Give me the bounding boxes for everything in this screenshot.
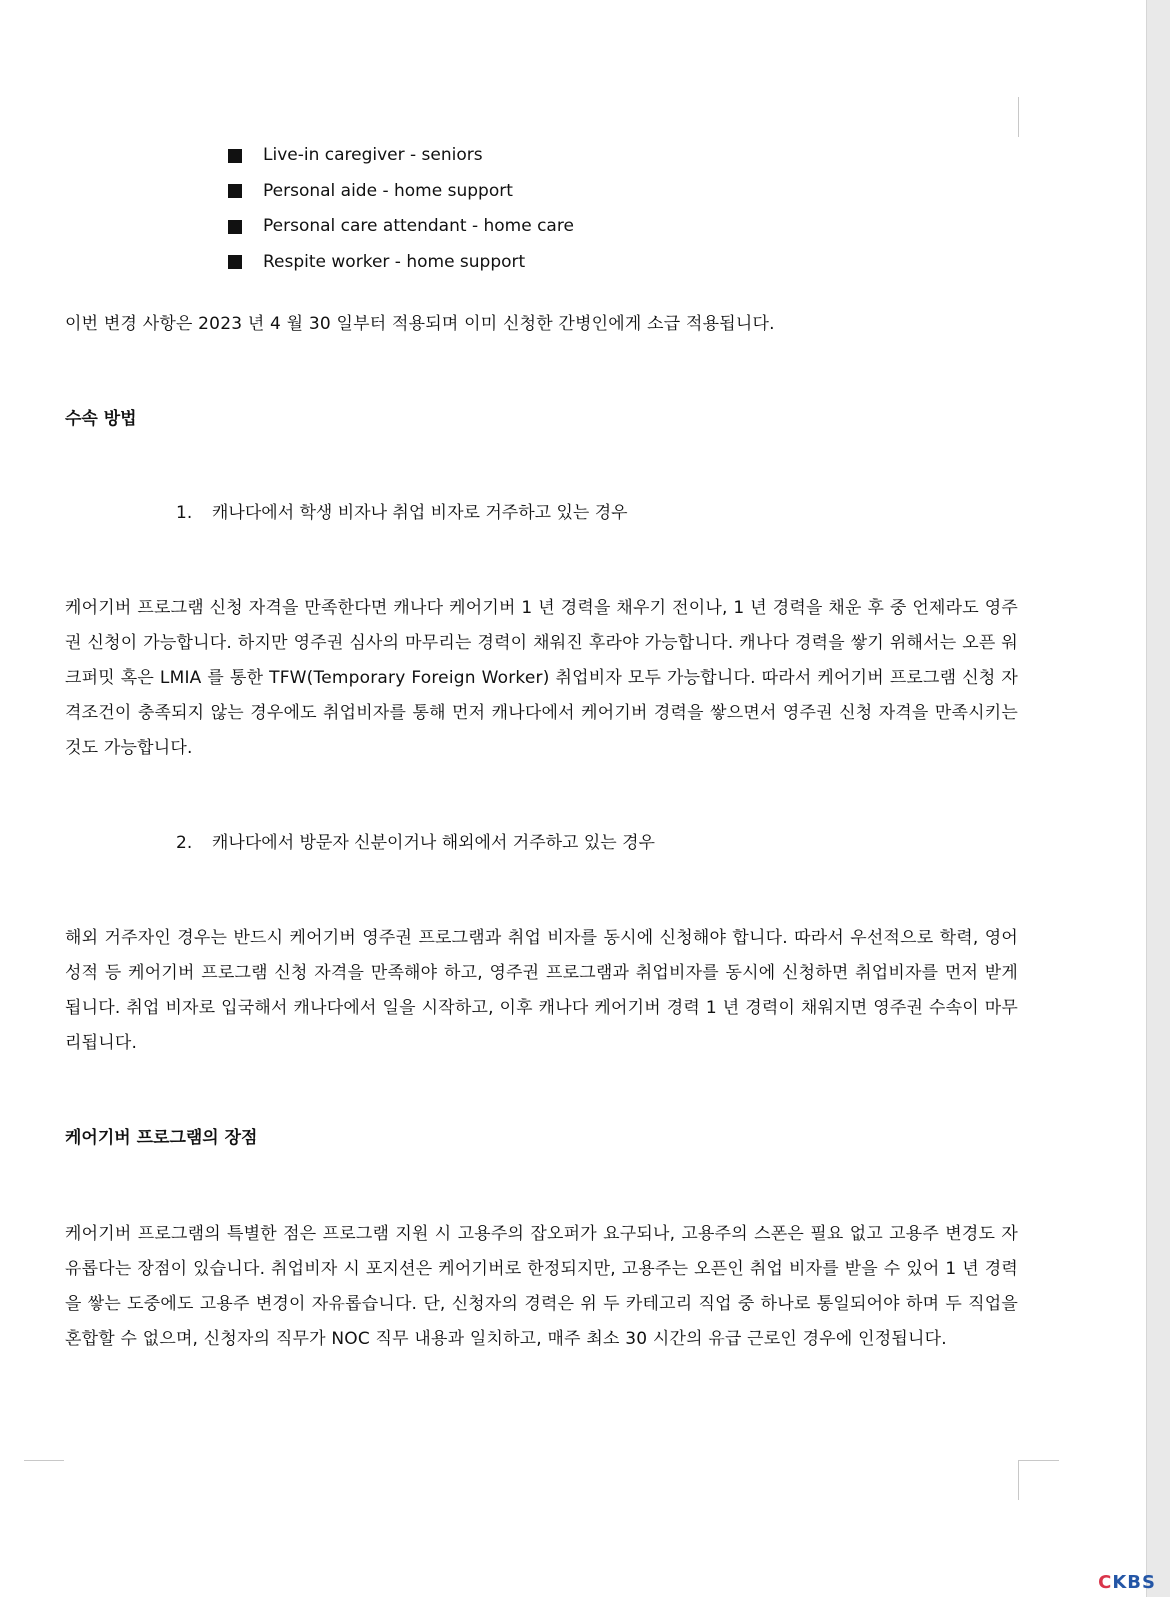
watermark-c: C	[1098, 1572, 1113, 1593]
case-1-title	[176, 496, 628, 531]
case-2-body-paragraph: 해외 거주자인 경우는 반드시 케어기버 영주권 프로그램과 취업 비자를 동시에 신청해야 합니다. 따라서 우선적으로 학력, 영어 성적 등 케어기버 프로그램 신청 자격을 만족해야 하고, 영주권 프로그램과 취업비자를 동시에 신청하면 취업비자를 먼저 받게 됩니다. 취업 비자로 입국해서 캐나다에서 일을 시작하고, 이후 캐나다 케어기버 경력 1 년 경력이 채워지면 영주권 수속이 마무리됩니다.	[65, 928, 1018, 1053]
bullet-text: Personal aide - home support	[263, 180, 513, 201]
case-2-title	[176, 826, 655, 861]
benefits-heading: 케어기버 프로그램의 장점	[65, 1128, 258, 1148]
case-1-body-paragraph: 케어기버 프로그램 신청 자격을 만족한다면 캐나다 케어기버 1 년 경력을 채우기 전이나, 1 년 경력을 채운 후 중 언제라도 영주권 신청이 가능합니다. 하지만 영주권 심사의 마무리는 경력이 채워진 후라야 가능합니다. 캐나다 경력을 쌓기 위해서는 오픈 워크퍼밋 혹은 LMIA 를 통한 TFW(Temporary Foreign Worker) 취업비자 모두 가능합니다. 따라서 케어기버 프로그램 신청 자격조건이 충족되지 않는 경우에도 취업비자를 통해 먼저 캐나다에서 케어기버 경력을 쌓으면서 영주권 신청 자격을 만족시키는 것도 가능합니다.	[65, 598, 1018, 758]
case-2-number: 2.	[176, 833, 193, 853]
bullet-item	[228, 209, 928, 245]
square-bullet-icon	[228, 220, 242, 234]
benefits-body-paragraph: 케어기버 프로그램의 특별한 점은 프로그램 지원 시 고용주의 잡오퍼가 요구되나, 고용주의 스폰은 필요 없고 고용주 변경도 자유롭다는 장점이 있습니다. 취업비자 시 포지션은 케어기버로 한정되지만, 고용주는 오픈인 취업 비자를 받을 수 있어 1 년 경력을 쌓는 도중에도 고용주 변경이 자유롭습니다. 단, 신청자의 경력은 위 두 카테고리 직업 중 하나로 통일되어야 하며 두 직업을 혼합할 수 없으며, 신청자의 직무가 NOC 직무 내용과 일치하고, 매주 최소 30 시간의 유급 근로인 경우에 인정됩니다.	[65, 1224, 1018, 1349]
procedure-heading: 수속 방법	[65, 409, 137, 429]
bullet-item	[228, 138, 928, 174]
case-1-title-text: 캐나다에서 학생 비자나 취업 비자로 거주하고 있는 경우	[212, 503, 628, 523]
bullet-text: Live-in caregiver - seniors	[263, 145, 483, 165]
square-bullet-icon	[228, 149, 242, 163]
job-title-bullet-list	[228, 138, 928, 280]
crop-mark-bottom-right-vertical	[1018, 1460, 1019, 1500]
square-bullet-icon	[228, 255, 242, 269]
square-bullet-icon	[228, 184, 242, 198]
case-1-number: 1.	[176, 503, 193, 523]
kbs-watermark-logo	[1098, 1572, 1156, 1593]
bullet-text: Respite worker - home support	[263, 251, 526, 272]
bullet-text: Personal care attendant - home care	[263, 216, 574, 236]
viewer-scroll-gutter	[1146, 0, 1170, 1597]
intro-note-paragraph: 이번 변경 사항은 2023 년 4 월 30 일부터 적용되며 이미 신청한 간병인에게 소급 적용됩니다.	[65, 314, 775, 334]
crop-mark-bottom-right-horizontal	[1018, 1460, 1059, 1461]
crop-mark-bottom-left	[24, 1460, 64, 1461]
case-2-title-text: 캐나다에서 방문자 신분이거나 해외에서 거주하고 있는 경우	[212, 833, 655, 853]
watermark-kbs: KBS	[1112, 1572, 1156, 1593]
bullet-item	[228, 174, 928, 210]
bullet-item	[228, 245, 928, 281]
crop-mark-top-right	[1018, 97, 1019, 137]
